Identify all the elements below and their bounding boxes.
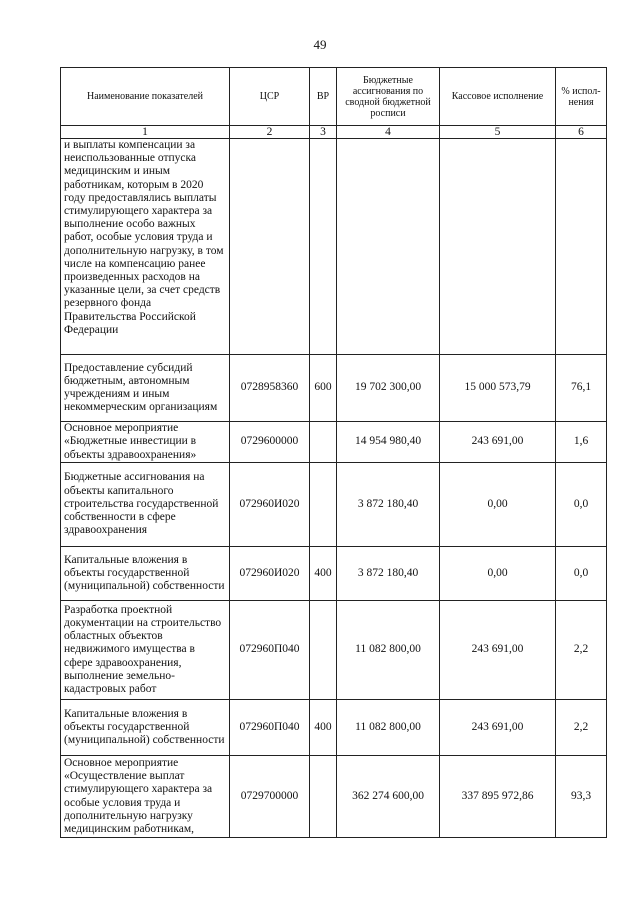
table-header-row (61, 68, 607, 126)
row-percent: 76,1 (556, 355, 607, 422)
row-budget: 11 082 800,00 (337, 700, 440, 756)
table-row (61, 139, 607, 355)
row-cash: 0,00 (440, 463, 556, 547)
row-vr (310, 756, 337, 838)
row-percent: 0,0 (556, 463, 607, 547)
header-csr: ЦСР (230, 68, 310, 126)
row-percent: 1,6 (556, 422, 607, 463)
budget-execution-table (60, 67, 607, 838)
row-budget: 19 702 300,00 (337, 355, 440, 422)
table-row (61, 601, 607, 700)
row-name: Бюджетные ассигнования на объекты капитального строительства государственной собственности в сфере здравоохранения (61, 463, 230, 547)
row-cash: 243 691,00 (440, 700, 556, 756)
row-vr (310, 422, 337, 463)
row-csr: 0729600000 (230, 422, 310, 463)
row-name: и выплаты компенсации за неиспользованные отпуска медицинским и иным работникам, которым в 2020 году предоставлялись выплаты стимулирующего характера за выполнение особо важных работ, особые условия труда и дополнительную нагрузку, в том числе на компенсацию ранее произведенных расходов на указанные цели, за счет средств резервного фонда Правительства Российской Федерации (61, 139, 230, 355)
column-number: 1 (61, 126, 230, 139)
column-number: 6 (556, 126, 607, 139)
header-budget-allocations: Бюджетные ассигнования по сводной бюджетной росписи (337, 68, 440, 126)
row-percent: 2,2 (556, 700, 607, 756)
row-name: Основное мероприятие «Бюджетные инвестиции в объекты здравоохранения» (61, 422, 230, 463)
column-number-row (61, 126, 607, 139)
row-csr: 072960И020 (230, 463, 310, 547)
row-cash: 243 691,00 (440, 422, 556, 463)
row-vr: 400 (310, 547, 337, 601)
row-percent: 2,2 (556, 601, 607, 700)
header-cash-execution: Кассовое исполнение (440, 68, 556, 126)
row-budget (337, 139, 440, 355)
row-name: Капитальные вложения в объекты государственной (муниципальной) собственности (61, 547, 230, 601)
table-row (61, 463, 607, 547)
header-vr: ВР (310, 68, 337, 126)
row-csr: 072960П040 (230, 700, 310, 756)
row-cash (440, 139, 556, 355)
column-number: 3 (310, 126, 337, 139)
row-cash: 243 691,00 (440, 601, 556, 700)
row-name: Разработка проектной документации на строительство областных объектов недвижимого имущества в сфере здравоохранения, выполнение земельно-кадастровых работ (61, 601, 230, 700)
row-vr (310, 463, 337, 547)
row-vr (310, 601, 337, 700)
row-cash: 337 895 972,86 (440, 756, 556, 838)
row-budget: 3 872 180,40 (337, 547, 440, 601)
row-vr (310, 139, 337, 355)
row-name: Предоставление субсидий бюджетным, автономным учреждениям и иным некоммерческим организациям (61, 355, 230, 422)
table-row (61, 422, 607, 463)
row-budget: 11 082 800,00 (337, 601, 440, 700)
row-cash: 0,00 (440, 547, 556, 601)
column-number: 5 (440, 126, 556, 139)
row-budget: 14 954 980,40 (337, 422, 440, 463)
header-execution-percent: % испол-нения (556, 68, 607, 126)
table-row (61, 756, 607, 838)
row-cash: 15 000 573,79 (440, 355, 556, 422)
row-percent: 0,0 (556, 547, 607, 601)
row-name: Основное мероприятие «Осуществление выплат стимулирующего характера за особые условия труда и дополнительную нагрузку медицинским работникам, (61, 756, 230, 838)
row-percent: 93,3 (556, 756, 607, 838)
row-csr: 072960И020 (230, 547, 310, 601)
column-number: 2 (230, 126, 310, 139)
row-name: Капитальные вложения в объекты государственной (муниципальной) собственности (61, 700, 230, 756)
table-row (61, 700, 607, 756)
row-percent (556, 139, 607, 355)
row-csr: 0729700000 (230, 756, 310, 838)
row-csr (230, 139, 310, 355)
row-budget: 362 274 600,00 (337, 756, 440, 838)
page-number: 49 (313, 37, 327, 52)
column-number: 4 (337, 126, 440, 139)
row-csr: 072960П040 (230, 601, 310, 700)
row-csr: 0728958360 (230, 355, 310, 422)
header-indicator-name: Наименование показателей (61, 68, 230, 126)
table-row (61, 547, 607, 601)
table-row (61, 355, 607, 422)
row-vr: 400 (310, 700, 337, 756)
row-budget: 3 872 180,40 (337, 463, 440, 547)
row-vr: 600 (310, 355, 337, 422)
